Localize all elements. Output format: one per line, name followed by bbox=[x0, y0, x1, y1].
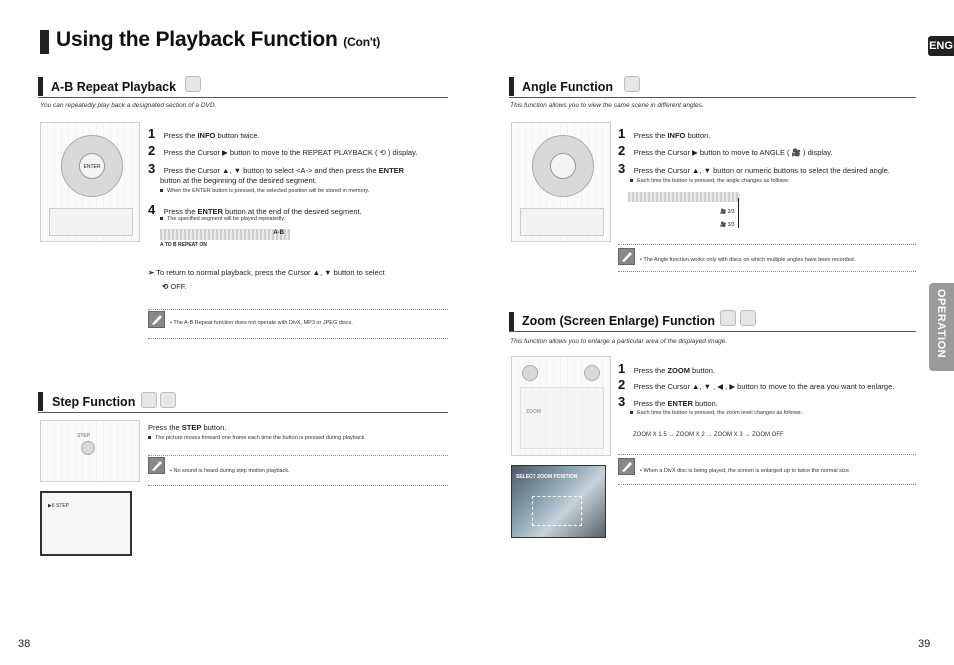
enter-button-icon bbox=[550, 153, 576, 179]
step-text: Press the Cursor ▶ button to move to ANGLE ( 🎥 ) display. bbox=[633, 148, 833, 157]
page-number-left: 38 bbox=[18, 638, 31, 650]
step-number: 2 bbox=[618, 143, 626, 158]
zoom-accent bbox=[509, 312, 514, 331]
step-key: INFO bbox=[667, 131, 686, 140]
ab-repeat-subtitle: You can repeatedly play back a designated section of a DVD. bbox=[40, 102, 217, 109]
note-top-rule bbox=[618, 454, 916, 455]
divx-disc-icon bbox=[740, 310, 756, 326]
zoom-step-2 bbox=[618, 376, 894, 394]
zoom-preview-label: SELECT ZOOM POSITION bbox=[516, 474, 578, 480]
step-text: Press the Cursor ▲, ▼ button or numeric buttons to select the desired angle. bbox=[633, 166, 890, 175]
language-tab: ENG bbox=[928, 36, 954, 56]
tv-screen-icon bbox=[40, 491, 132, 556]
angle-value: 2/3 bbox=[727, 209, 735, 215]
remote-button-icon bbox=[584, 365, 600, 381]
step-key: ZOOM bbox=[667, 366, 690, 375]
note-text: The Angle function works only with discs on which multiple angles have been recorded. bbox=[643, 257, 856, 263]
step-text: Press the bbox=[633, 366, 668, 375]
angle-divider bbox=[509, 97, 916, 98]
angle-step-3-note bbox=[630, 178, 789, 184]
step-text: Press the bbox=[163, 131, 198, 140]
angle-value: 3/3 bbox=[727, 222, 735, 228]
step-note-box: • No sound is heard during step motion playback. bbox=[170, 468, 290, 474]
remote-control-icon bbox=[511, 356, 611, 456]
step-number: 1 bbox=[148, 126, 156, 141]
note-top-rule bbox=[618, 244, 916, 245]
dpad-icon bbox=[61, 135, 123, 197]
step-key: ENTER bbox=[197, 207, 223, 216]
remote-control-icon bbox=[40, 122, 140, 242]
ab-step-3-note bbox=[160, 188, 369, 194]
zoom-divider bbox=[509, 331, 916, 332]
note-top-rule bbox=[148, 309, 448, 310]
remote-button-icon bbox=[522, 365, 538, 381]
ab-note-box: • The A-B Repeat function does not operate with DivX, MP3 or JPEG discs. bbox=[170, 320, 353, 326]
note-pencil-icon bbox=[618, 458, 635, 475]
note-text: The picture moves forward one frame each time the button is pressed during playback. bbox=[155, 435, 366, 441]
note-bottom-rule bbox=[148, 485, 448, 486]
zoom-step-3-note bbox=[630, 410, 802, 416]
angle-step-2 bbox=[618, 142, 832, 160]
remote-button-grid bbox=[520, 387, 604, 449]
dvd-disc-icon bbox=[720, 310, 736, 326]
step-text: button. bbox=[689, 366, 715, 375]
return-off-text: OFF. bbox=[170, 282, 187, 291]
note-pencil-icon bbox=[148, 457, 165, 474]
step-text: Press the bbox=[163, 207, 198, 216]
note-top-rule bbox=[148, 455, 448, 456]
step-number: 1 bbox=[618, 126, 626, 141]
zoom-note-box: • When a DivX disc is being played, the screen is enlarged up to twice the normal size. bbox=[640, 468, 851, 474]
angle-step-1 bbox=[618, 125, 710, 143]
remote-control-icon bbox=[511, 122, 611, 242]
step-key: ENTER bbox=[378, 166, 405, 175]
dvd-disc-icon bbox=[141, 392, 157, 408]
step-key: ENTER bbox=[667, 399, 693, 408]
page-title bbox=[56, 28, 380, 52]
section-tab bbox=[929, 283, 954, 371]
remote-control-icon bbox=[40, 420, 140, 482]
zoom-subtitle: This function allows you to enlarge a particular area of the displayed image. bbox=[510, 338, 728, 345]
step-text: Press the Cursor ▲, ▼ button to select <A-> and then press the bbox=[163, 166, 379, 175]
note-text: The A-B Repeat function does not operate with DivX, MP3 or JPEG discs. bbox=[173, 320, 353, 326]
section-tab-label: OPERATION bbox=[935, 289, 947, 359]
note-bottom-rule bbox=[148, 338, 448, 339]
title-accent-bar bbox=[40, 30, 49, 54]
step-text: Press the bbox=[148, 423, 182, 432]
step-note bbox=[148, 435, 366, 441]
step-text: button twice. bbox=[215, 131, 260, 140]
dpad-icon bbox=[532, 135, 594, 197]
ab-return-text: ➣ To return to normal playback, press the Cursor ▲, ▼ button to select bbox=[148, 268, 385, 277]
zoom-title: Zoom (Screen Enlarge) Function bbox=[522, 314, 716, 328]
step-key: STEP bbox=[181, 423, 202, 432]
ab-repeat-accent bbox=[38, 77, 43, 96]
step-number: 2 bbox=[618, 377, 626, 392]
step-text: Press the Cursor ▶ button to move to the REPEAT PLAYBACK ( ⟲ ) display. bbox=[163, 148, 418, 157]
step-key: INFO bbox=[197, 131, 216, 140]
step-divider bbox=[38, 412, 448, 413]
note-text: No sound is heard during step motion playback. bbox=[173, 468, 290, 474]
return-text: To return to normal playback, press the Cursor ▲, ▼ button to select bbox=[156, 268, 385, 277]
note-text: Each time the button is pressed, the angle changes as follows: bbox=[637, 178, 790, 184]
angle-title: Angle Function bbox=[522, 80, 613, 94]
enter-button-icon: ENTER bbox=[79, 153, 105, 179]
note-pencil-icon bbox=[148, 311, 165, 328]
step-accent bbox=[38, 392, 43, 411]
zoom-selection-box bbox=[532, 496, 582, 526]
page-title-suffix: (Con't) bbox=[343, 35, 381, 49]
divx-disc-icon bbox=[160, 392, 176, 408]
note-text: When a DivX disc is being played, the screen is enlarged up to twice the normal size. bbox=[643, 468, 851, 474]
step-text: button at the end of the desired segment. bbox=[222, 207, 362, 216]
angle-step-3 bbox=[618, 160, 890, 178]
ab-step-4-note bbox=[160, 216, 285, 222]
step-text: button. bbox=[201, 423, 227, 432]
ab-step-2 bbox=[148, 142, 417, 160]
angle-note-box: • The Angle function works only with discs on which multiple angles have been recorded. bbox=[640, 257, 856, 263]
remote-button-grid bbox=[520, 208, 604, 236]
angle-bracket bbox=[738, 198, 739, 228]
angle-value-1: 🎥 2/3 bbox=[720, 209, 735, 215]
note-bottom-rule bbox=[618, 271, 916, 272]
step-instruction bbox=[148, 423, 226, 432]
step-button-label: STEP bbox=[77, 433, 91, 439]
angle-accent bbox=[509, 77, 514, 96]
step-text: Press the Cursor ▲, ▼ , ◀ , ▶ button to move to the area you want to enlarge. bbox=[633, 382, 895, 391]
osd-value: A-B bbox=[273, 230, 284, 236]
step-title: Step Function bbox=[52, 395, 136, 409]
zoom-step-3 bbox=[618, 393, 718, 411]
note-bottom-rule bbox=[618, 484, 916, 485]
angle-value-2: 🎥 3/3 bbox=[720, 222, 735, 228]
step-button-icon bbox=[81, 441, 95, 455]
step-text: Press the bbox=[633, 399, 668, 408]
note-text: Each time the button is pressed, the zoom level changes as follows: bbox=[637, 410, 803, 416]
note-pencil-icon bbox=[618, 248, 635, 265]
angle-osd-bar bbox=[628, 192, 740, 202]
step-number: 1 bbox=[618, 361, 626, 376]
ab-step-3-line2: button at the beginning of the desired segment. bbox=[160, 176, 317, 185]
ab-repeat-divider bbox=[38, 97, 448, 98]
page-number-right: 39 bbox=[918, 638, 931, 650]
step-number: 3 bbox=[618, 161, 626, 176]
step-text: button. bbox=[685, 131, 711, 140]
dvd-disc-icon bbox=[185, 76, 201, 92]
step-text: button. bbox=[692, 399, 718, 408]
step-number: 4 bbox=[148, 202, 156, 217]
zoom-sequence: ZOOM X 1.5 → ZOOM X 2 → ZOOM X 3 → ZOOM OFF bbox=[633, 432, 784, 438]
osd-bar bbox=[160, 229, 290, 240]
ab-return-off: ⟲ OFF. bbox=[162, 282, 187, 291]
step-number: 3 bbox=[148, 161, 156, 176]
step-number: 3 bbox=[618, 394, 626, 409]
ab-step-1 bbox=[148, 125, 260, 143]
step-number: 2 bbox=[148, 143, 156, 158]
step-text: Press the bbox=[633, 131, 668, 140]
osd-label: A TO B REPEAT ON bbox=[160, 242, 207, 248]
note-text: The specified segment will be played repeatedly. bbox=[167, 216, 286, 222]
angle-subtitle: This function allows you to view the same scene in different angles. bbox=[510, 102, 704, 109]
dvd-disc-icon bbox=[624, 76, 640, 92]
ab-repeat-title: A-B Repeat Playback bbox=[51, 80, 177, 94]
page-title-text: Using the Playback Function bbox=[56, 28, 338, 51]
remote-button-grid bbox=[49, 208, 133, 236]
zoom-preview-image bbox=[511, 465, 606, 538]
note-text: When the ENTER button is pressed, the selected position will be stored in memory. bbox=[167, 188, 370, 194]
tv-screen-label: ▶II STEP bbox=[48, 503, 70, 509]
